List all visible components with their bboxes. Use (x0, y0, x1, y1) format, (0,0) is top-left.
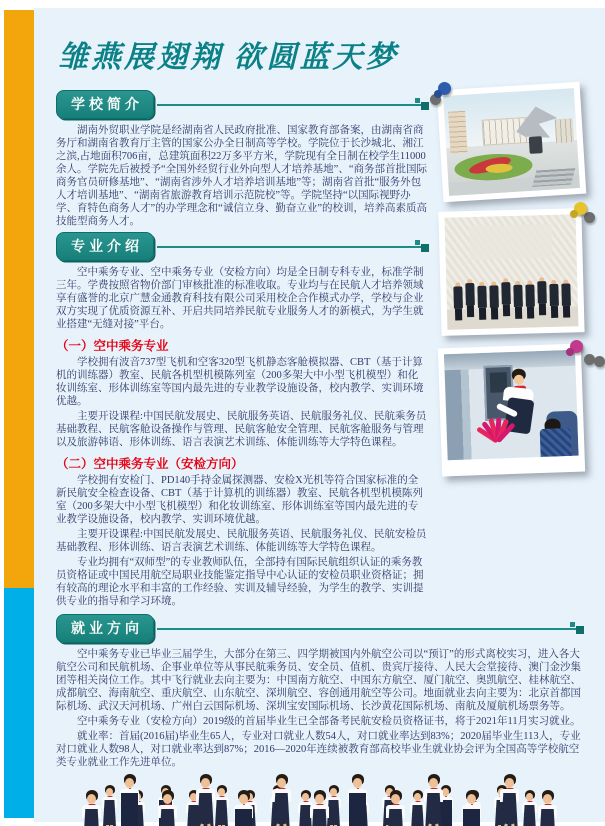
pushpin-pink-icon (570, 340, 583, 353)
security-team-photo (438, 208, 584, 336)
photo-column (428, 86, 583, 486)
student-figure-female (384, 790, 408, 826)
student-figure-male (118, 774, 142, 826)
security-figure (549, 280, 559, 318)
attendant-photo-wrap (440, 346, 583, 474)
subsection-title-security: （二）空中乘务专业（安检方向） (56, 457, 244, 471)
text-column (56, 86, 428, 610)
student-figure-female (536, 790, 560, 826)
security-figure (477, 282, 487, 320)
section-header-rule (157, 104, 428, 106)
cabin-crew-paragraph-1: 学校拥有波音737型飞机和空客320型飞机静态客舱模拟器、CBT（基于计算机的训练器）教室、民航各机型机模陈列室（200多架大中小型飞机模型）和化妆训练室、形体训练室等国内最先进的专业教学设施设备，校内教学、实训环境优越。 (56, 357, 424, 407)
security-figure (537, 277, 547, 318)
security-paragraph-2: 主要开设课程:中国民航发展史、民航服务英语、民航服务礼仪、民航安检员基础教程、形体训练、语言表演艺术训练、体能训练等大学特色课程。 (56, 529, 427, 553)
campus-photo-wrap (440, 86, 583, 198)
student-figure-female (80, 790, 104, 826)
student-figure-female (422, 774, 446, 826)
student-figure-female (270, 774, 294, 826)
pushpin-gray-icon (584, 212, 595, 223)
section-header-employment (56, 614, 583, 643)
content-area (34, 8, 605, 822)
section-header-school (56, 90, 428, 119)
pushpin-yellow-icon (574, 202, 587, 215)
section-header-majors (56, 232, 428, 261)
student-figure-male (460, 790, 484, 826)
security-figure (525, 280, 535, 318)
student-figure-female (308, 790, 332, 826)
attendant-photo-image (444, 350, 579, 461)
security-paragraph-3: 专业均拥有“双师型”的专业教师队伍，全部持有国际民航组织认证的乘务教员资格证或中国民用航空局职业技能鉴定指导中心认证的安检员职业资格证；拥有较高的理论水平和丰富的工作经验、实训及辅导经验，为学生的教学、实训提供专业的指导和学习环境。 (56, 557, 424, 607)
left-orange-bar (4, 10, 34, 588)
student-figure-female (498, 774, 522, 826)
security-figure (453, 282, 463, 320)
student-figure-male (232, 790, 256, 826)
campus-photo-image (443, 88, 580, 196)
left-cyan-bar (4, 588, 34, 818)
red-fan-prop (495, 439, 497, 441)
section-title-badge: 学校简介 (56, 90, 154, 119)
student-figure-female (194, 774, 218, 826)
security-figure (513, 281, 523, 319)
security-figure (501, 278, 511, 319)
security-photo-wrap (440, 210, 583, 334)
cabin-crew-paragraph-2: 主要开设课程:中国民航发展史、民航服务英语、民航服务礼仪、民航乘务员基础教程、民航客舱设备操作与管理、民航客舱安全管理、民航客舱服务与管理以及旅游韩语、形体训练、语言表演艺术训练、体能训练等大学特色课程。 (56, 411, 427, 448)
majors-intro-paragraph: 空中乘务专业、空中乘务专业（安检方向）均是全日制专科专业，标准学制三年。学费按照省物价部门审核批准的标准收取。专业均与在民航人才培养领域享有盛誉的北京广慧金通教育科技有限公司采用校企合作模式办学，学校与企业双方实现了优质资源互补、开启共同培养民航专业服务人才的新模式，为学生就业搭建“无缝对接”平台。 (56, 267, 424, 330)
section-title-badge: 就业方向 (56, 614, 154, 643)
section-header-rule (157, 246, 428, 248)
security-photo-image (445, 214, 579, 329)
security-figure (489, 281, 499, 319)
campus-photo (437, 82, 587, 203)
school-intro-paragraph: 湖南外贸职业学院是经湖南省人民政府批准、国家教育部备案，由湖南省商务厅和湖南省教育厅主管的国家公办全日制高等学校。学院位于长沙城北、湘江之滨,占地面积706亩，总建筑面积22万多平方米，学院现有全日制在校学生11000余人。学院先后被授予“全国外经贸行业外向型人才培养基地”、“商务部首批国际商务官员研修基地”、“湖南省涉外人才培养培训基地”等；湖南省首批“服务外包人才培训基地”、“湖南省旅游教育培训示范院校”等。学院坚持“以国际视野办学、育特色商务人才”的办学理念和“诚信立身、勤奋立业”的校训，培养高素质高技能型商务人才。 (56, 125, 427, 227)
security-figure (465, 279, 475, 320)
student-figure-female (156, 790, 180, 826)
pushpin-blue-icon (438, 82, 451, 95)
security-figure (561, 280, 571, 318)
students-group-photo (56, 772, 583, 826)
pushpin-gray-icon (594, 356, 605, 367)
employment-paragraph-3: 就业率：首届(2016届)毕业生65人，专业对口就业人数54人，对口就业率达到83%；2020届毕业生113人，专业对口就业人数98人，对口就业率达到87%；2016—2020年连续被教育部高校毕业生就业协会评为全国高等学校航空类专业就业工作先进单位。 (56, 731, 581, 768)
section-title-badge: 专业介绍 (56, 232, 154, 261)
student-figure-male (346, 774, 370, 826)
section-header-rule (157, 628, 583, 630)
security-paragraph-1: 学校拥有安检门、PD140手持金属探测器、安检X光机等符合国家标准的全新民航安全检查设备、CBT（基于计算机的训练器）教室、民航各机型机模陈列室（200多架大中小型飞机模型）和化妆训练室、形体训练室等国内最先进的专业教学设施设备，校内教学、实训环境优越。 (56, 475, 423, 525)
page-title: 雏燕展翅翔 欲圆蓝天梦 (58, 41, 399, 74)
group-photo-front-row (62, 790, 577, 826)
employment-paragraph-1: 空中乘务专业已毕业三届学生，大部分在第三、四学期被国内外航空公司以“预订”的形式离校实习，进入各大航空公司和民航机场、企事业单位等从事民航乘务员、安全员、值机、贵宾厅接待、人民大会堂接待、澳门金沙集团等相关岗位工作。其中飞行就业去向主要为：中国南方航空、中国东方航空、厦门航空、奥凯航空、桂林航空、成都航空、海南航空、重庆航空、山东航空、深圳航空、容创通用航空等公司。地面就业去向主要为：北京首都国际机场、武汉天河机场、广州白云国际机场、深圳宝安国际机场、长沙黄花国际机场、南航及厦航机场票务等。 (56, 649, 581, 712)
employment-paragraph-2: 空中乘务专业（安检方向）2019级的首届毕业生已全部备考民航安检员资格证书，将于2021年11月实习就业。 (77, 716, 581, 727)
subsection-title-cabin-crew: （一）空中乘务专业 (56, 339, 169, 353)
flight-attendant-photo (438, 344, 585, 477)
